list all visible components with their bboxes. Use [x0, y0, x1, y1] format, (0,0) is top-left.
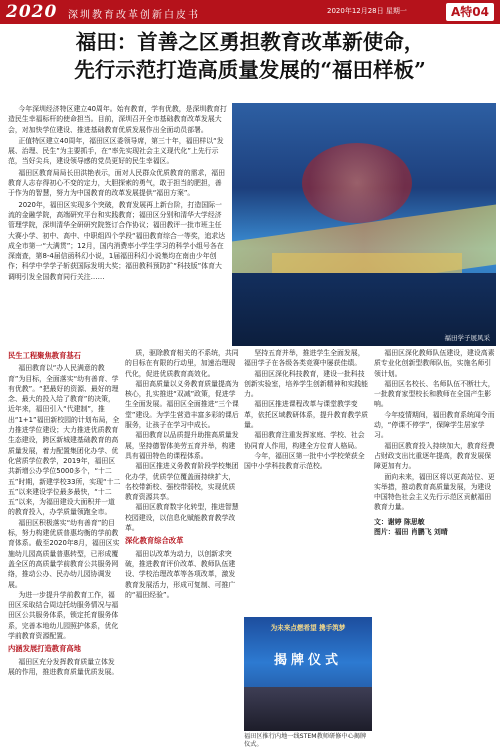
- column-paragraph: 福田区名校长、名师队伍不断壮大，一批教育家型校长和教师在全国产生影响。: [374, 379, 495, 409]
- byline-photo: 图片：福田 肖鹏飞 刘晴: [374, 527, 448, 536]
- column-paragraph: 福田区推进课程改革与课堂教学变革，依托区域教研体系，提升教育教学质量。: [244, 400, 369, 430]
- column-paragraph: 坚持五育并举，推进学生全面发展，福田学子在各级各类竞赛中屡获佳绩。: [244, 349, 365, 368]
- section-heading: 内涵发展打造教育高地: [8, 644, 81, 654]
- bylines: [374, 517, 496, 537]
- headline-line-2: 先行示范打造高质量发展的“福田样板”: [74, 58, 426, 82]
- ceremony-people-shape: [244, 687, 372, 731]
- column-paragraph: 福田区教育投入持续加大，教育经费占财政支出比重逐年提高，教育发展保障更加有力。: [374, 441, 495, 471]
- ceremony-banner-text: 为未来点燃希望 携手筑梦: [270, 624, 346, 632]
- column-paragraph: 今年疫情期间，福田教育系统闻令而动，“停课不停学”，保障学生居家学习。: [374, 410, 495, 440]
- article-column-2: [125, 348, 240, 748]
- section-heading: 深化教育综合改革: [125, 536, 184, 546]
- column-paragraph: 福田高质量以义务教育质量提高为核心，扎实推进“双减”政策，促进学生全面发展。福田区全面推进“三个课堂”建设。为学生营造丰富多彩的课后服务，让孩子在学习中成长。: [125, 379, 239, 430]
- main-photo: [232, 103, 496, 346]
- lead-paragraph: 2020年，福田区实现多个突破，教育发展再上新台阶，打造国际一流的金融学院，高端研究平台和实践教育；福田区分别和清华大学经济管理学院，深圳清华全研研究院签订合作协议；福田教评一批市班主任大赛小学、初中、高中、中职组四个学段“福田教育综合一等奖，追求达成全市第一“大满贯”；12月，国内消费率小学生学习的科学小组号各在深南查，第8-4届信函科幻小说，1届福田科幻小说集均在南由少年创作；科学中学学子斩获国际发明大奖；福田教科预防扩“科技版”体育大调明引发全国教育同行关注……: [8, 200, 226, 281]
- byline-text: 文：谢婷 陈思敏: [374, 517, 425, 526]
- article-column-3: [244, 348, 370, 613]
- column-paragraph: 福田以改革为动力，以创新求突破，推进教育评价改革、教师队伍建设、学校治理改革等各项改革，激发教育发展活力，形成可复制、可推广的“福田经验”。: [125, 549, 236, 599]
- photo-flag-shape: [302, 143, 412, 223]
- column-paragraph: 福田区推进义务教育阶段学校集团化办学，优质学位覆盖面持续扩大，名校带新校、强校带弱校，实现优质教育资源共享。: [125, 462, 239, 502]
- column-paragraph: 福田区充分发挥教育质量立体发展的作用，推进教育质量优质发展。: [8, 657, 119, 676]
- column-paragraph: 福田教育以“办人民满意的教育”为目标，全面落实“幼有善育、学有优教”。“把最好的资源、最好的理念、最大的投入给了教育”的决策，近年来，福田引入“代建制”，推出“1+1”福田新校园的计划布局，全力推进学位建设；大力推进优质教育生态建设，跨区新城建基础教育的高质量发展，着力配置集团化办学、优化营质学位教学，2019年，福田区共新增公办学位5000多个，“十二五”时期，新建学校33所，实现“十二五”以来建设学位最多最快，“十二五”以来，为福田建设大面积并一道的教育投入，办学质量领跑全市。: [8, 364, 121, 517]
- column-paragraph: 福田区深化科技教育，建设一批科技创新实验室，培养学生创新精神和实践能力。: [244, 369, 369, 399]
- ceremony-photo-caption: 福田区推行内地一线STEM教师研修中心揭牌仪式。: [244, 733, 367, 748]
- ceremony-title-text: 揭牌仪式: [273, 653, 342, 668]
- column-paragraph: 今年，福田区第一批中小学校荣获全国中小学科技教育示范校。: [244, 451, 365, 471]
- masthead-year: 2020: [6, 2, 58, 22]
- column-paragraph: 为进一步提升学前教育工作，福田区采取结合周边托幼服务情况与福田区公共服务体系，锁定托育服务体系，完善本地幼儿园照护体系，优化学前教育资源配置。: [8, 590, 119, 641]
- article-column-4: [374, 348, 496, 748]
- masthead: [0, 0, 500, 24]
- section-heading: 民生工程聚焦教育基石: [8, 351, 81, 360]
- masthead-date: 2020年12月28日 星期一: [327, 7, 407, 15]
- headline-line-1: 福田：首善之区勇担教育改革新使命，: [75, 30, 425, 54]
- lead-paragraph: 福田区教育局局长田洪艳表示，面对人民群众优质教育的需求，福田教育人志存得初心不变的定力，大胆探索的勇气，敢于担当的肥担，善于作为的智慧，努力为中国教育的改革发展提供“福田方案”。: [8, 168, 226, 198]
- page-number-badge: A特04: [446, 3, 494, 21]
- column-paragraph: 面向未来，福田区将以更高站位、更实举措，推动教育高质量发展，为建设中国特色社会主义先行示范区贡献福田教育力量。: [374, 472, 495, 512]
- column-paragraph: 福田教育注重发挥家庭、学校、社会协同育人作用，构建全方位育人格局。: [244, 431, 365, 450]
- column-paragraph: 质，驱除教育相关的不系统，共同的目标在有限的行动里，加速治理现代化，促进优质教育高效化。: [125, 349, 239, 378]
- lead-paragraphs: [8, 104, 228, 283]
- masthead-section-title: 深圳教育改革创新白皮书: [68, 10, 200, 21]
- ceremony-photo: [244, 617, 372, 731]
- column-paragraph: 福田区积极落实“幼有善育”的目标，努力构建优质普惠均衡的学前教育体系。截至2020年8月，福田区实施幼儿园高质量普惠转型，已形成覆盖全区的高质量学前教育公共服务网络，推动公办、民办幼儿园协调发展。: [8, 518, 120, 589]
- column-paragraph: 福田区深化教师队伍建设，建设高素质专业化创新型教师队伍，实施名师引领计划。: [374, 349, 495, 378]
- main-photo-caption: 福田学子展风采: [444, 334, 490, 342]
- article-column-1: [8, 348, 121, 748]
- lead-paragraph: 今年深圳经济特区建立40周年。始有教育，学有优教，是深圳教育打造民生幸福标杆的使命担当。目前，深圳召开全市基础教育改革发展大会，对加快学位建设、推进基础教育优质发展作出全面动员部署。: [8, 105, 227, 134]
- column-paragraph: 福田教育以品质提升助推高质量发展，坚持德智体美劳五育并举，构建具有福田特色的课程体系。: [125, 431, 239, 460]
- lead-paragraph: 正值特区建立40周年，福田区区委领导席，第三十年，福田样以“发展、治理、民生”为主要抓手，在“率先实现社会主义现代化”上先行示范，当好尖兵，建设领导感的党员更好的民生幸福区。: [8, 136, 224, 166]
- column-paragraph: 福田区教育数字化转型，推进智慧校园建设，以信息化赋能教育教学改革。: [125, 503, 239, 533]
